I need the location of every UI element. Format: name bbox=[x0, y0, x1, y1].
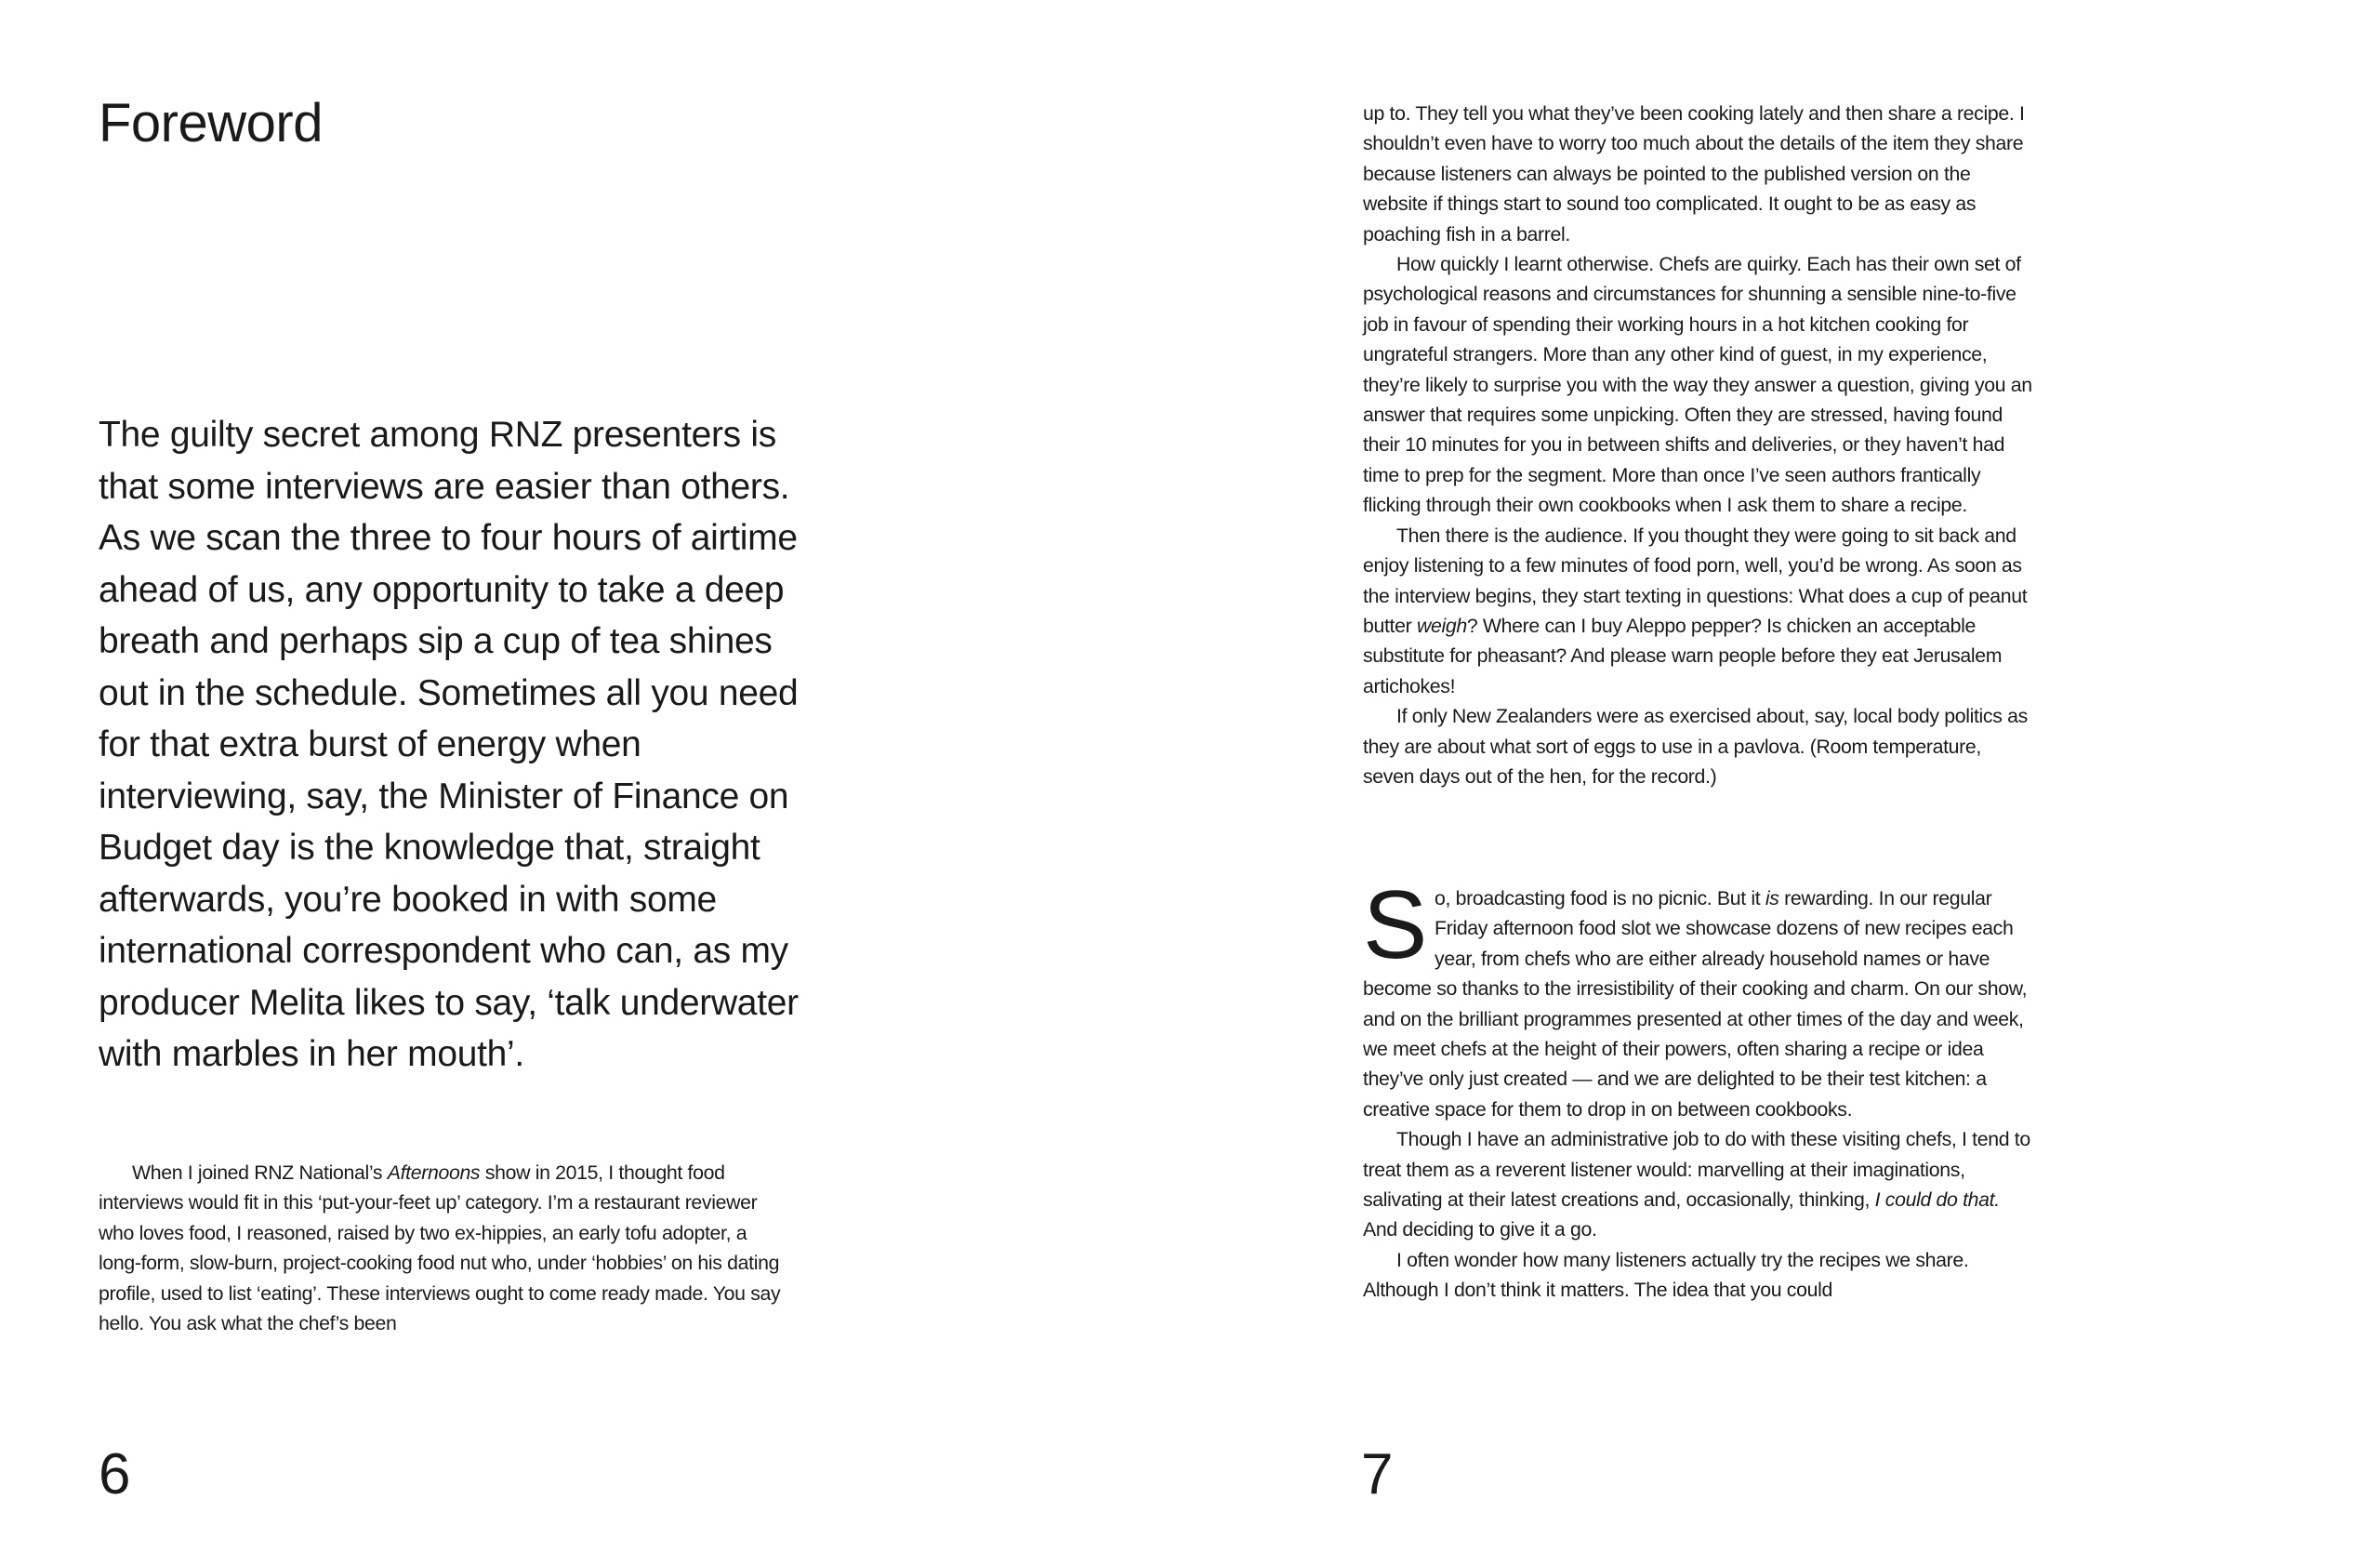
chapter-title: Foreword bbox=[99, 93, 323, 153]
right-body-text-section-1 bbox=[1363, 99, 2032, 791]
left-body-text bbox=[99, 1158, 787, 1338]
text-run: rewarding. In our regular Friday afternoon food slot we showcase dozens of new recipes each year, from chefs who are either already household names or have become so thanks to the irresistibility of their cooking and charm. On our show, and on the brilliant programmes presented at other times of the day and week, we meet chefs at the height of their powers, often sharing a recipe or idea they’ve only just created — and we are delighted to be their test kitchen: a creative space for them to drop in on between cookbooks. bbox=[1363, 887, 2028, 1121]
body-paragraph bbox=[1363, 1124, 2032, 1245]
intro-paragraph: The guilty secret among RNZ presenters is that some interviews are easier than others. As we scan the three to four hours of airtime ahead of us, any opportunity to take a deep breath and perhaps sip a cup of tea shines out in the schedule. Sometimes all you need for that extra burst of energy when interviewing, say, the Minister of Finance on Budget day is the knowledge that, straight afterwards, you’re booked in with some international correspondent who can, as my producer Melita likes to say, ‘talk underwater with marbles in her mouth’. bbox=[99, 415, 799, 1074]
body-paragraph: How quickly I learnt otherwise. Chefs are quirky. Each has their own set of psychological reasons and circumstances for shunning a sensible nine-to-five job in favour of spending their working hours in a hot kitchen cooking for ungrateful strangers. More than any other kind of guest, in my experience, they’re likely to surprise you with the way they answer a question, giving you an answer that requires some unpicking. Often they are stressed, having found their 10 minutes for you in between shifts and deliveries, or they haven’t had time to prep for the segment. More than once I’ve seen authors frantically flicking through their own cookbooks when I ask them to share a recipe. bbox=[1363, 253, 2032, 517]
page-number: 7 bbox=[1361, 1442, 1394, 1506]
body-paragraph: If only New Zealanders were as exercised about, say, local body politics as they are about what sort of eggs to use in a pavlova. (Room temperature, seven days out of the hen, for the record.) bbox=[1363, 705, 2028, 788]
italic-text: weigh bbox=[1416, 614, 1467, 637]
text-run: o, broadcasting food is no picnic. But it bbox=[1435, 887, 1765, 909]
right-page bbox=[1190, 0, 2380, 1566]
italic-text: I could do that. bbox=[1874, 1188, 2000, 1212]
italic-text: is bbox=[1765, 887, 1779, 909]
body-paragraph bbox=[99, 1158, 787, 1338]
text-run: ? Where can I buy Aleppo pepper? Is chicken an acceptable substitute for pheasant? And please warn people before they eat Jerusalem artichokes! bbox=[1363, 614, 2003, 697]
drop-cap: S bbox=[1363, 871, 1428, 979]
text-run: When I joined RNZ National’s bbox=[132, 1161, 388, 1184]
text-run: show in 2015, I thought food interviews would fit in this ‘put-your-feet up’ category. I’m a restaurant reviewer who loves food, I reasoned, raised by two ex-hippies, an early tofu adopter, a long-form, slow-burn, project-cooking food nut who, under ‘hobbies’ on his dating profile, used to list ‘eating’. These interviews ought to come ready made. You say hello. You ask what the chef’s been bbox=[99, 1161, 781, 1335]
body-paragraph: up to. They tell you what they’ve been cooking lately and then share a recipe. I shouldn’t even have to worry too much about the details of the item they share because listeners can always be pointed to the published version on the website if things start to sound too complicated. It ought to be as easy as poaching fish in a barrel. bbox=[1363, 102, 2025, 246]
body-paragraph: I often wonder how many listeners actually try the recipes we share. Although I don’t think it matters. The idea that you could bbox=[1363, 1248, 1969, 1302]
body-paragraph bbox=[1363, 521, 2032, 701]
italic-text: Afternoons bbox=[387, 1161, 481, 1184]
body-paragraph bbox=[1363, 871, 2032, 1124]
text-run: And deciding to give it a go. bbox=[1363, 1218, 1597, 1241]
text-run: Though I have an administrative job to do with these visiting chefs, I tend to treat them as a reverent listener would: marvelling at their imaginations, salivating at their latest creations and, occasionally, thinking, bbox=[1363, 1128, 2030, 1212]
page-number: 6 bbox=[99, 1442, 131, 1506]
right-body-text-section-2 bbox=[1363, 871, 2032, 1306]
text-run: Then there is the audience. If you thought they were going to sit back and enjoy listening to a few minutes of food porn, well, you’d be wrong. As soon as the interview begins, they start texting in questions: What does a cup of peanut butter bbox=[1363, 524, 2028, 637]
